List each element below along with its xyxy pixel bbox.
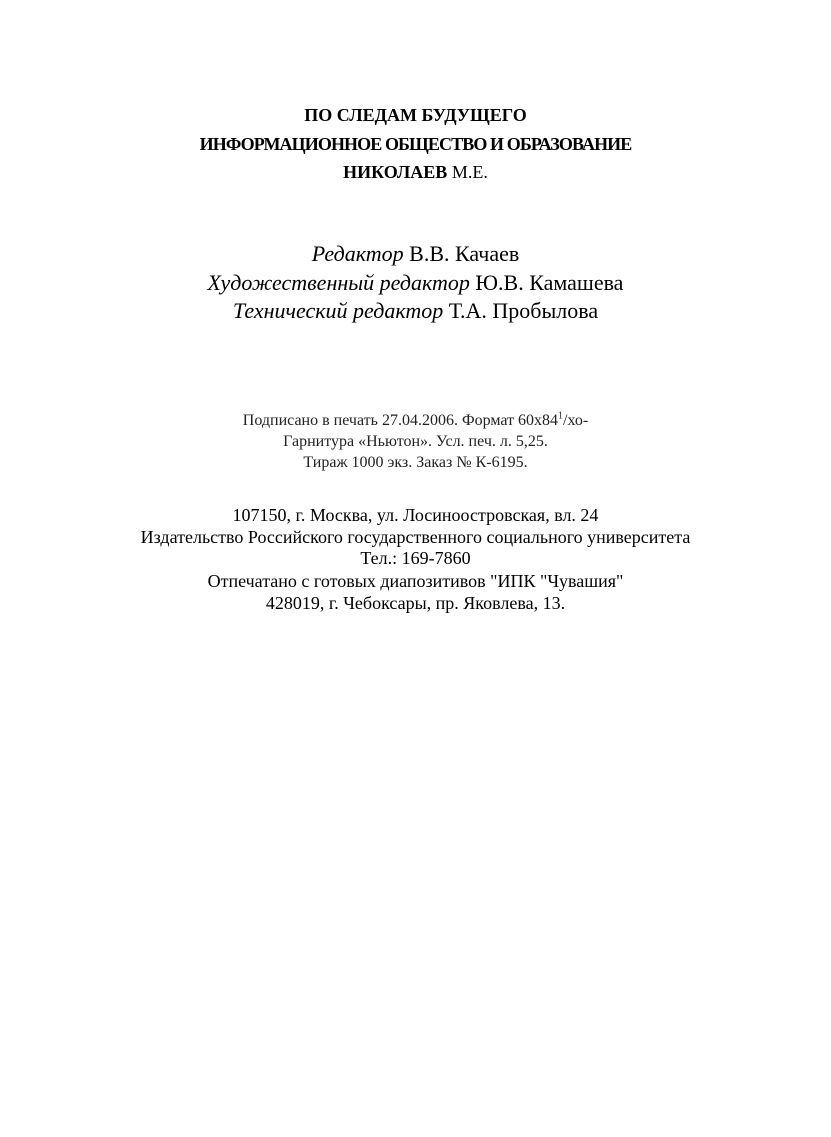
book-title bbox=[0, 106, 831, 124]
imprint-print-run-text: Тираж 1000 экз. Заказ № К-6195. bbox=[303, 454, 528, 471]
credit-person: Ю.В. Камашева bbox=[475, 270, 624, 295]
author-initials: М.Е. bbox=[451, 162, 488, 182]
publisher-phone-text: Тел.: 169-7860 bbox=[360, 548, 471, 568]
publisher-phone bbox=[0, 549, 831, 567]
publisher-address bbox=[0, 506, 831, 524]
publisher-name bbox=[0, 528, 831, 546]
book-title-text: ПО СЛЕДАМ БУДУЩЕГО bbox=[304, 105, 527, 125]
credit-technical-editor bbox=[0, 300, 831, 322]
credit-person: В.В. Качаев bbox=[409, 241, 520, 266]
imprint-print-run bbox=[0, 455, 831, 471]
imprint-format-suffix: /хо- bbox=[563, 412, 589, 429]
imprint-signed bbox=[0, 410, 831, 429]
printer-address bbox=[0, 594, 831, 612]
credit-role: Технический редактор bbox=[232, 298, 444, 323]
printer-address-text: 428019, г. Чебоксары, пр. Яковлева, 13. bbox=[265, 593, 566, 613]
author-surname: НИКОЛАЕВ bbox=[343, 162, 448, 182]
book-subtitle-text: ИНФОРМАЦИОННОЕ ОБЩЕСТВО И ОБРАЗОВАНИЕ bbox=[199, 134, 632, 154]
book-subtitle bbox=[0, 135, 831, 153]
imprint-signed-text: Подписано в печать 27.04.2006. Формат 60х84 bbox=[242, 412, 559, 429]
credit-art-editor bbox=[0, 272, 831, 294]
imprint-typeface-text: Гарнитура «Ньютон». Усл. печ. л. 5,25. bbox=[283, 433, 548, 450]
publisher-address-text: 107150, г. Москва, ул. Лосиноостровская, вл. 24 bbox=[232, 505, 599, 525]
credit-role: Художественный редактор bbox=[207, 270, 470, 295]
credit-editor bbox=[0, 243, 831, 265]
credit-role: Редактор bbox=[311, 241, 404, 266]
book-author bbox=[0, 163, 831, 181]
publisher-name-text: Издательство Российского государственного социального университета bbox=[140, 527, 691, 547]
imprint-typeface bbox=[0, 434, 831, 450]
credit-person: Т.А. Пробылова bbox=[448, 298, 599, 323]
printer-note bbox=[0, 572, 831, 590]
printer-note-text: Отпечатано с готовых диапозитивов "ИПК "Чувашия" bbox=[207, 571, 624, 591]
imprint-format-superscript: 1 bbox=[558, 410, 564, 422]
